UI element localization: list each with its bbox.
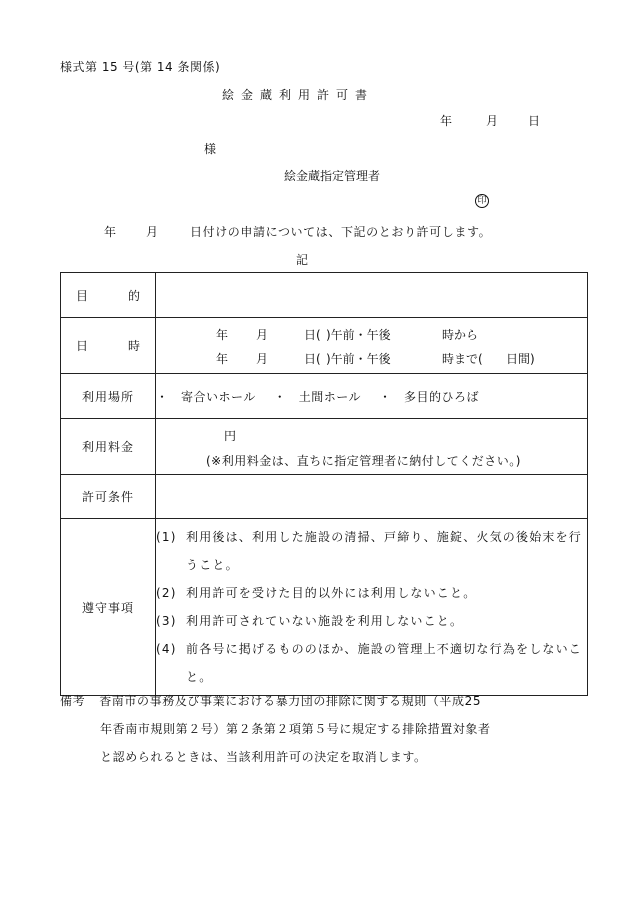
rule-text: 前各号に掲げるもののほか、施設の管理上不適切な行為をしないこと。 bbox=[186, 642, 583, 684]
remarks-head: 備考 bbox=[60, 694, 86, 708]
fee-label: 利用料金 bbox=[61, 419, 156, 475]
date-day: 日 bbox=[528, 114, 541, 128]
fee-unit: 円 bbox=[224, 428, 237, 443]
remarks-line-3: と認められるときは、当該利用許可の決定を取消します。 bbox=[100, 750, 427, 764]
rule-number: (1) bbox=[156, 530, 177, 544]
rule-text: 利用許可を受けた目的以外には利用しないこと。 bbox=[186, 586, 477, 600]
date-month: 月 bbox=[486, 114, 499, 128]
conditions-label: 許可条件 bbox=[61, 475, 156, 519]
rule-text: 利用後は、利用した施設の清掃、戸締り、施錠、火気の後始末を行うこと。 bbox=[186, 530, 583, 572]
datetime-start bbox=[156, 322, 587, 346]
remarks-line-1 bbox=[60, 687, 560, 715]
place-label: 利用場所 bbox=[61, 374, 156, 419]
ki-heading: 記 bbox=[296, 253, 309, 267]
conditions-row bbox=[61, 475, 588, 519]
end-day: 日( bbox=[304, 351, 321, 366]
rule-text: 利用許可されていない施設を利用しないこと。 bbox=[186, 614, 464, 628]
start-day: 日( bbox=[304, 327, 321, 342]
rule-number: (2) bbox=[156, 586, 177, 600]
form-number: 様式第 15 号(第 14 条関係) bbox=[60, 60, 221, 74]
rule-item bbox=[156, 635, 587, 691]
document-title: 絵金蔵利用許可書 bbox=[222, 88, 375, 102]
place-option-plaza[interactable]: ・ 多目的ひろば bbox=[379, 389, 480, 404]
seal-mark: 印 bbox=[475, 194, 489, 208]
start-ampm: )午前・午後 bbox=[326, 327, 391, 342]
remarks-line-2: 年香南市規則第２号）第２条第２項第５号に規定する排除措置対象者 bbox=[100, 722, 491, 736]
place-option-yoriai[interactable]: ・ 寄合いホール bbox=[156, 389, 256, 404]
datetime-row bbox=[61, 318, 588, 374]
place-options bbox=[156, 374, 588, 419]
end-month: 月 bbox=[256, 351, 269, 366]
end-year: 年 bbox=[216, 351, 229, 366]
issuer-name: 絵金蔵指定管理者 bbox=[284, 169, 381, 183]
date-year: 年 bbox=[440, 114, 453, 128]
datetime-label: 日 時 bbox=[61, 318, 156, 374]
conditions-field[interactable] bbox=[156, 475, 588, 519]
end-ampm: )午前・午後 bbox=[326, 351, 391, 366]
rule-item bbox=[156, 607, 587, 635]
start-hour: 時から bbox=[442, 327, 479, 342]
purpose-label: 目 的 bbox=[61, 273, 156, 318]
purpose-row bbox=[61, 273, 588, 318]
intro-month: 月 bbox=[146, 225, 159, 239]
addressee-suffix: 様 bbox=[204, 142, 217, 156]
rule-number: (4) bbox=[156, 642, 177, 656]
rules-items bbox=[156, 519, 587, 695]
place-row bbox=[61, 374, 588, 419]
datetime-field[interactable] bbox=[156, 318, 588, 374]
purpose-field[interactable] bbox=[156, 273, 588, 318]
rules-list bbox=[156, 519, 588, 696]
rules-row bbox=[61, 519, 588, 696]
duration-days: 日間) bbox=[506, 351, 535, 366]
remarks-text-1: 香南市の事務及び事業における暴力団の排除に関する規則（平成25 bbox=[99, 694, 482, 708]
intro-text: 日付けの申請については、下記のとおり許可します。 bbox=[190, 225, 492, 239]
rule-item bbox=[156, 523, 587, 579]
fee-row bbox=[61, 419, 588, 475]
rule-item bbox=[156, 579, 587, 607]
rules-label: 遵守事項 bbox=[61, 519, 156, 696]
end-hour: 時まで( bbox=[442, 351, 483, 366]
remarks bbox=[60, 687, 560, 771]
intro-sentence bbox=[104, 223, 491, 240]
rule-number: (3) bbox=[156, 614, 177, 628]
fee-note: (※利用料金は、直ちに指定管理者に納付してください。) bbox=[206, 453, 521, 468]
start-year: 年 bbox=[216, 327, 229, 342]
datetime-end bbox=[156, 346, 587, 370]
fee-field[interactable] bbox=[156, 419, 588, 475]
permit-table bbox=[60, 272, 588, 696]
issue-date bbox=[440, 112, 540, 129]
start-month: 月 bbox=[256, 327, 269, 342]
intro-year: 年 bbox=[104, 225, 117, 239]
place-option-doma[interactable]: ・ 土間ホール bbox=[273, 389, 362, 404]
